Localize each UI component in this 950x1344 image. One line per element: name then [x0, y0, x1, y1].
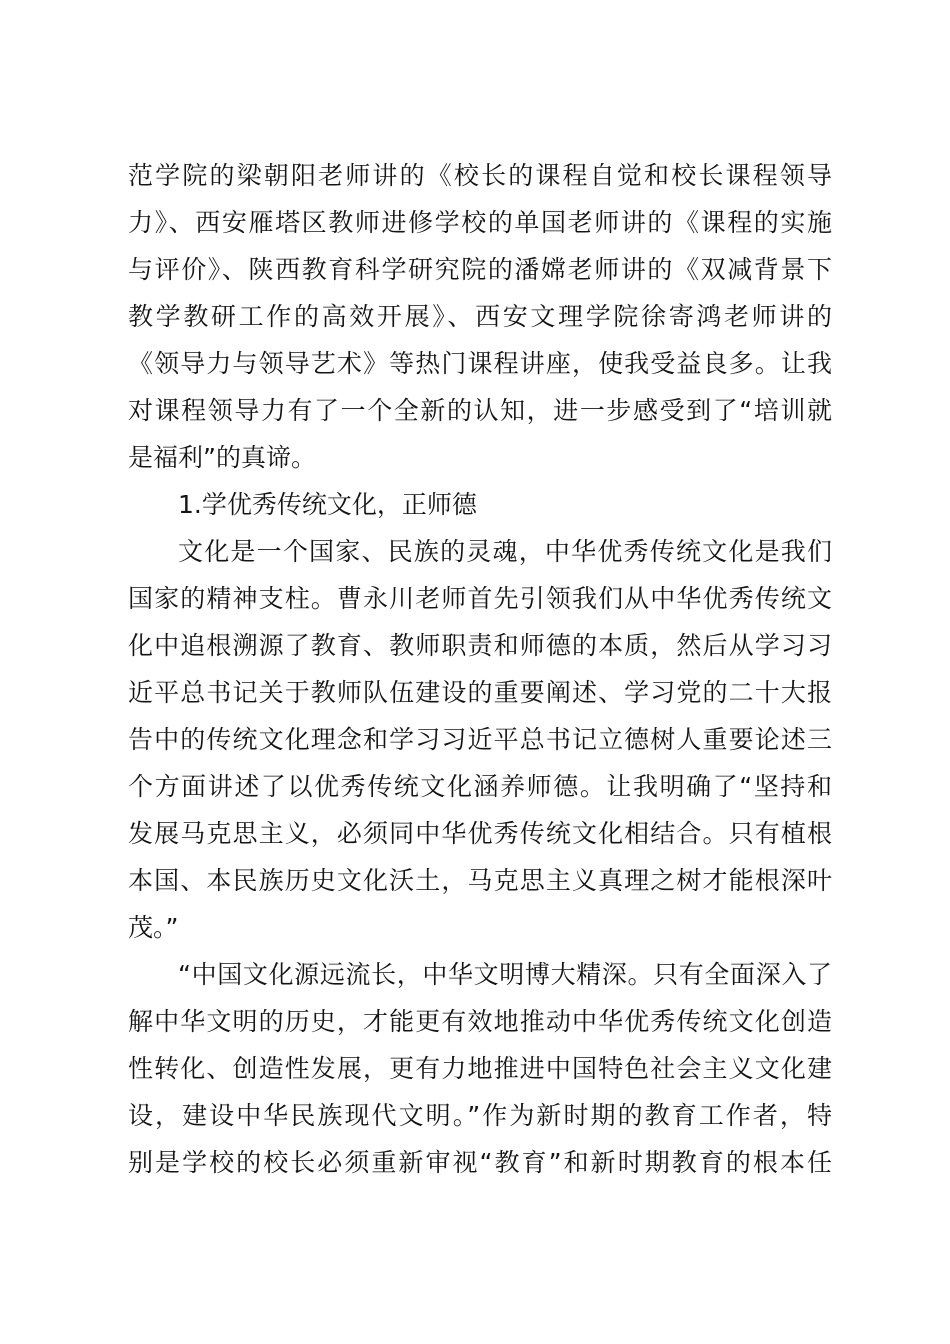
text-line: 别是学校的校长必须重新审视“教育”和新时期教育的根本任: [128, 1148, 832, 1177]
text-line: 解中华文明的历史，才能更有效地推动中华优秀传统文化创造: [128, 1007, 832, 1036]
text-line: 与评价》、陕西教育科学研究院的潘嫦老师讲的《双减背景下: [128, 255, 832, 284]
text-line: 文化是一个国家、民族的灵魂，中华优秀传统文化是我们: [178, 537, 832, 566]
text-line: 性转化、创造性发展，更有力地推进中国特色社会主义文化建: [128, 1054, 832, 1083]
text-line: 化中追根溯源了教育、教师职责和师德的本质，然后从学习习: [128, 631, 832, 660]
section-heading: 1.学优秀传统文化，正师德: [178, 490, 477, 519]
text-line: 《领导力与领导艺术》等热门课程讲座，使我受益良多。让我: [128, 349, 832, 378]
text-line: 力》、西安雁塔区教师进修学校的单国老师讲的《课程的实施: [128, 208, 832, 237]
text-line: 近平总书记关于教师队伍建设的重要阐述、学习党的二十大报: [128, 678, 832, 707]
text-line: 发展马克思主义，必须同中华优秀传统文化相结合。只有植根: [128, 819, 832, 848]
text-line: 设，建设中华民族现代文明。”作为新时期的教育工作者，特: [128, 1101, 832, 1130]
text-line: 对课程领导力有了一个全新的认知，进一步感受到了“培训就: [128, 396, 832, 425]
text-line: 告中的传统文化理念和学习习近平总书记立德树人重要论述三: [128, 725, 832, 754]
text-line: 茂。”: [128, 913, 179, 942]
text-line: 是福利”的真谛。: [128, 443, 316, 472]
text-line: “中国文化源远流长，中华文明博大精深。只有全面深入了: [178, 960, 832, 989]
text-line: 教学教研工作的高效开展》、西安文理学院徐寄鸿老师讲的: [128, 302, 832, 331]
text-line: 范学院的梁朝阳老师讲的《校长的课程自觉和校长课程领导: [128, 161, 832, 190]
text-line: 国家的精神支柱。曹永川老师首先引领我们从中华优秀传统文: [128, 584, 832, 613]
text-line: 本国、本民族历史文化沃土，马克思主义真理之树才能根深叶: [128, 866, 832, 895]
text-line: 个方面讲述了以优秀传统文化涵养师德。让我明确了“坚持和: [128, 772, 832, 801]
body-text: [128, 152, 832, 1186]
